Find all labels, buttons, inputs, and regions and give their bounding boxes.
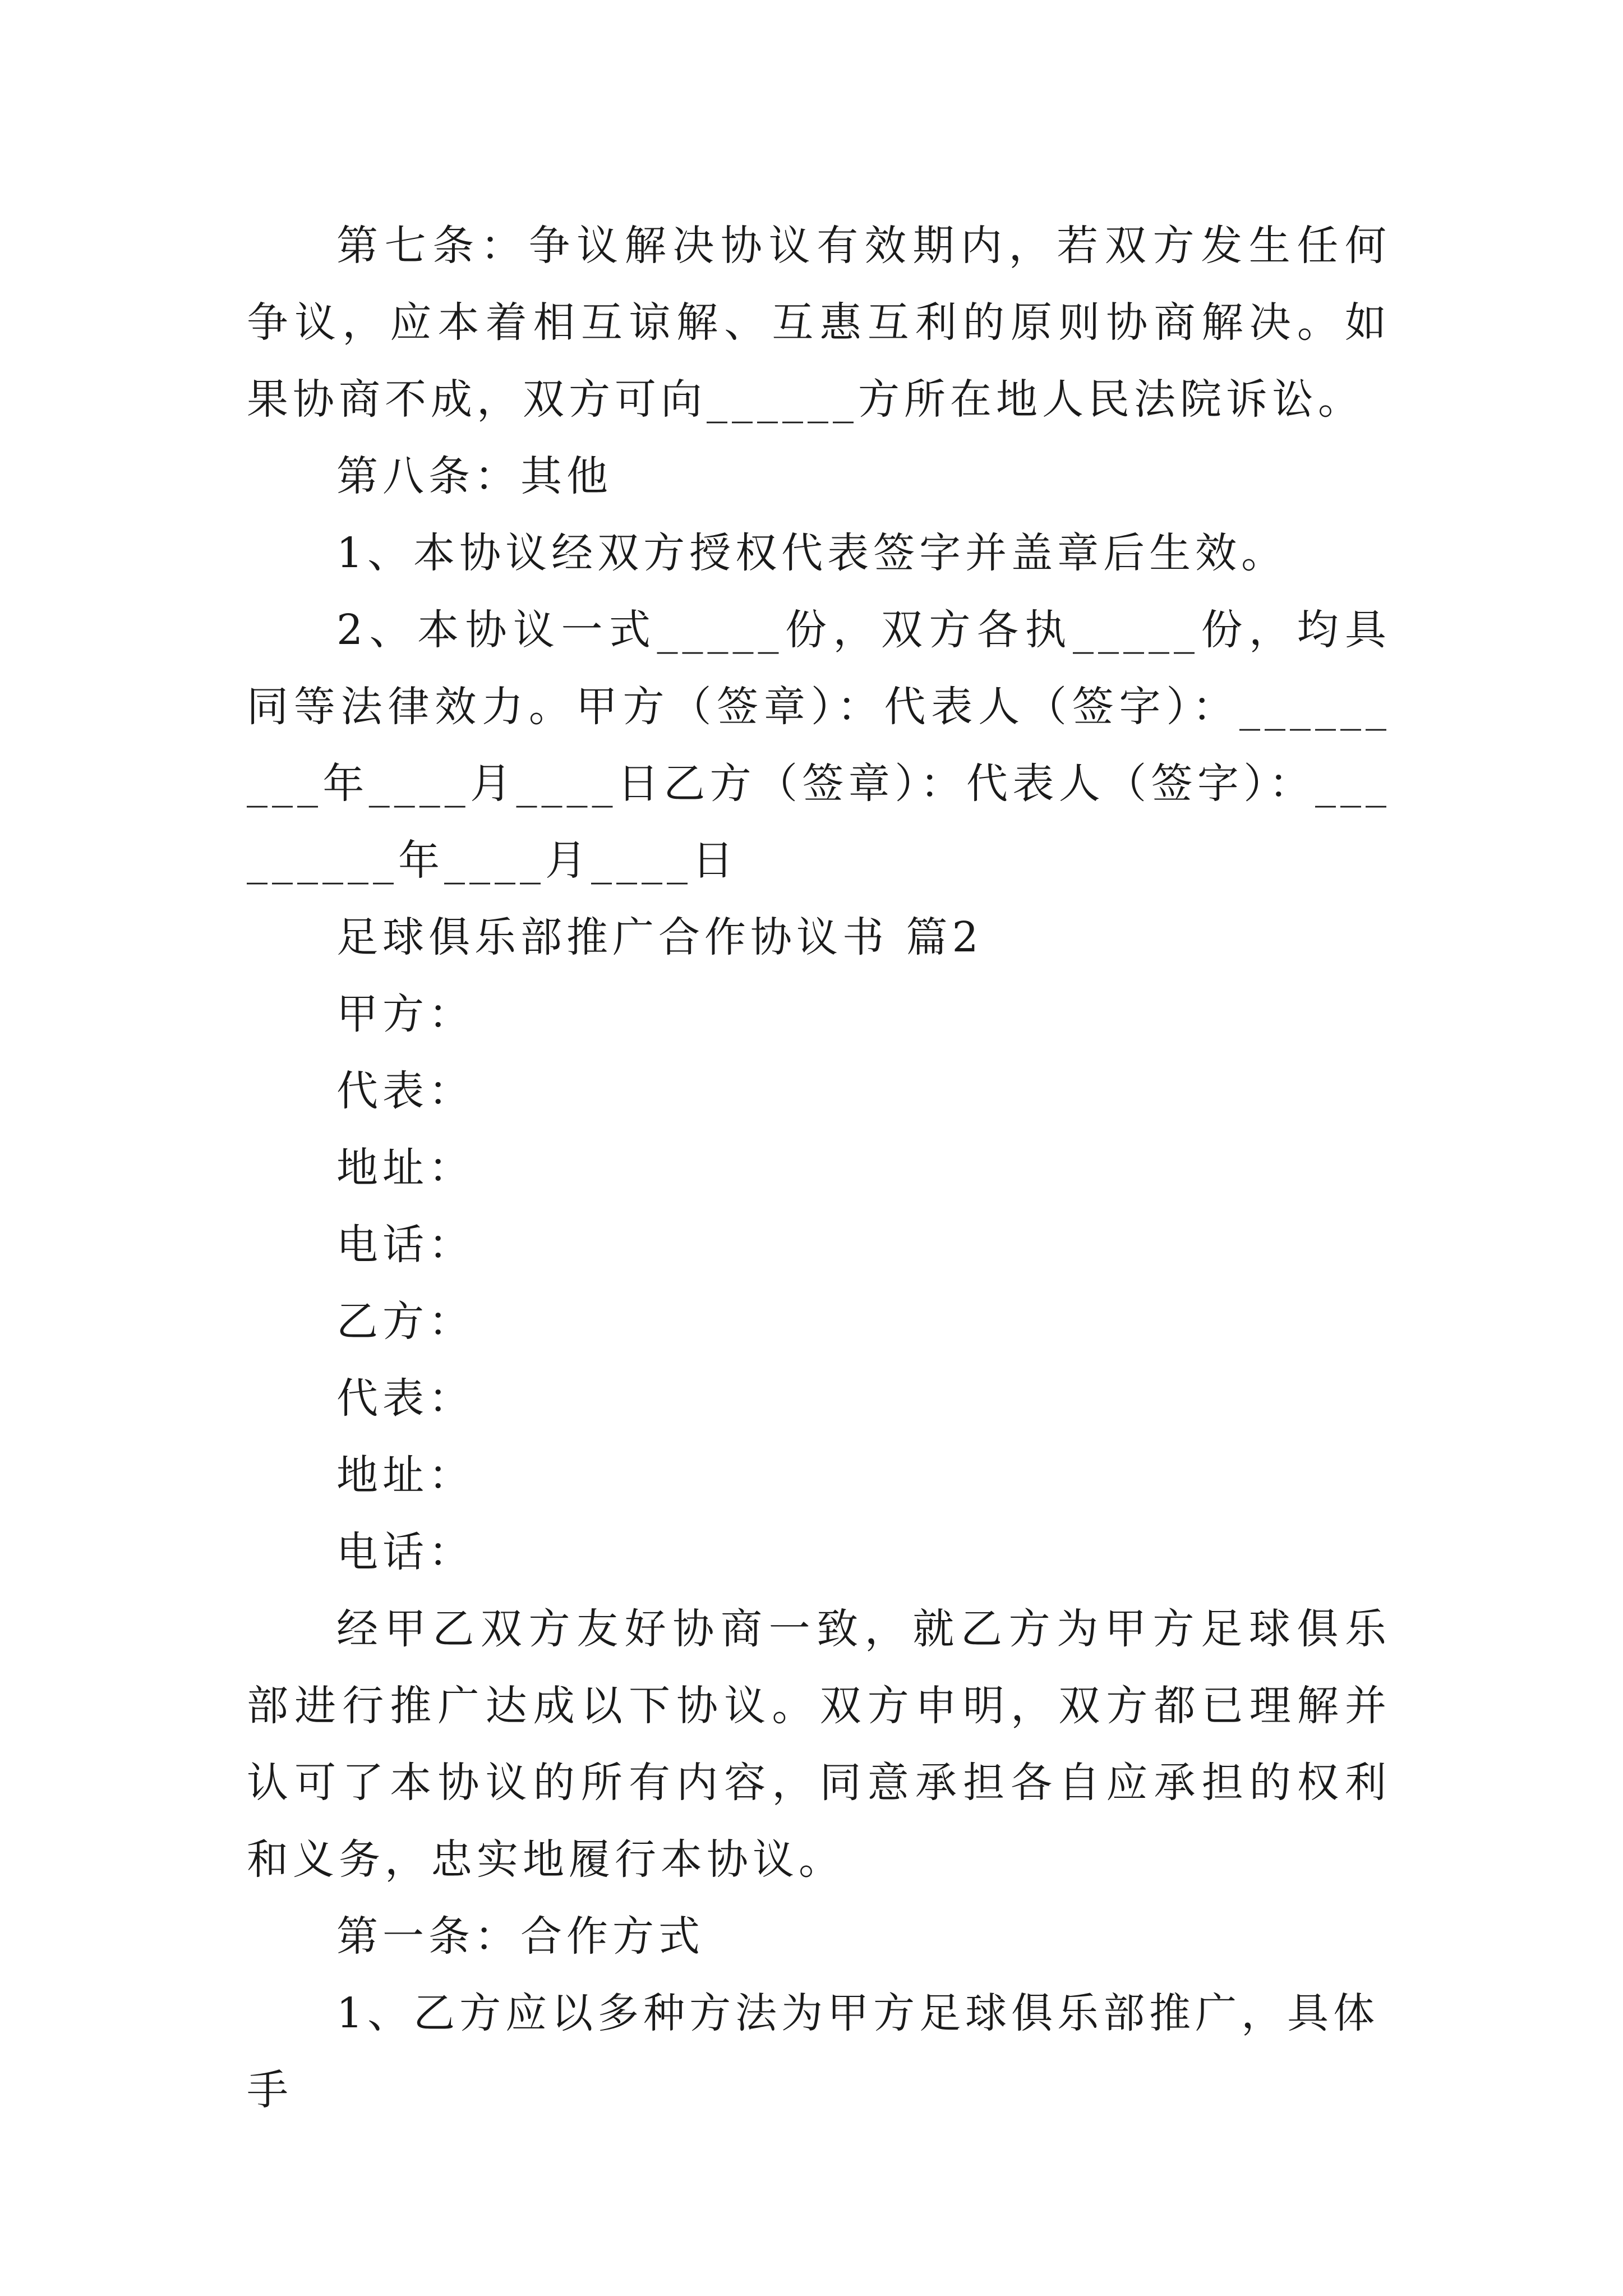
party-a-representative-field: 代表： bbox=[336, 1067, 474, 1115]
party-a-address-field: 地址： bbox=[336, 1144, 474, 1192]
party-b-field: 乙方： bbox=[336, 1297, 474, 1346]
clause-8-1: 1、本协议经双方授权代表签字并盖章后生效。 bbox=[336, 529, 1288, 577]
document-page bbox=[247, 208, 1391, 2129]
party-a-phone-field: 电话： bbox=[336, 1221, 474, 1269]
agreement-2-title: 足球俱乐部推广合作协议书 篇2 bbox=[336, 913, 983, 961]
party-b-phone-field: 电话： bbox=[336, 1528, 474, 1576]
clause-8-2-signatures: 2、本协议一式_____份，双方各执_____份，均具同等法律效力。甲方（签章）：代表人（签字）：_________年____月____日乙方（签章）：代表人（签字）：_________年____月____日 bbox=[247, 606, 1391, 885]
clause-1-1: 1、乙方应以多种方法为甲方足球俱乐部推广，具体手 bbox=[247, 1989, 1380, 2114]
article-1-heading: 第一条：合作方式 bbox=[336, 1912, 704, 1961]
party-b-representative-field: 代表： bbox=[336, 1374, 474, 1423]
preamble-paragraph: 经甲乙双方友好协商一致，就乙方为甲方足球俱乐部进行推广达成以下协议。双方申明，双方都已理解并认可了本协议的所有内容，同意承担各自应承担的权利和义务，忠实地履行本协议。 bbox=[247, 1605, 1391, 1884]
article-8-heading: 第八条：其他 bbox=[336, 452, 612, 500]
party-a-field: 甲方： bbox=[336, 990, 474, 1038]
article-7-dispute-resolution: 第七条：争议解决协议有效期内，若双方发生任何争议，应本着相互谅解、互惠互利的原则协商解决。如果协商不成，双方可向______方所在地人民法院诉讼。 bbox=[247, 222, 1391, 424]
party-b-address-field: 地址： bbox=[336, 1451, 474, 1499]
